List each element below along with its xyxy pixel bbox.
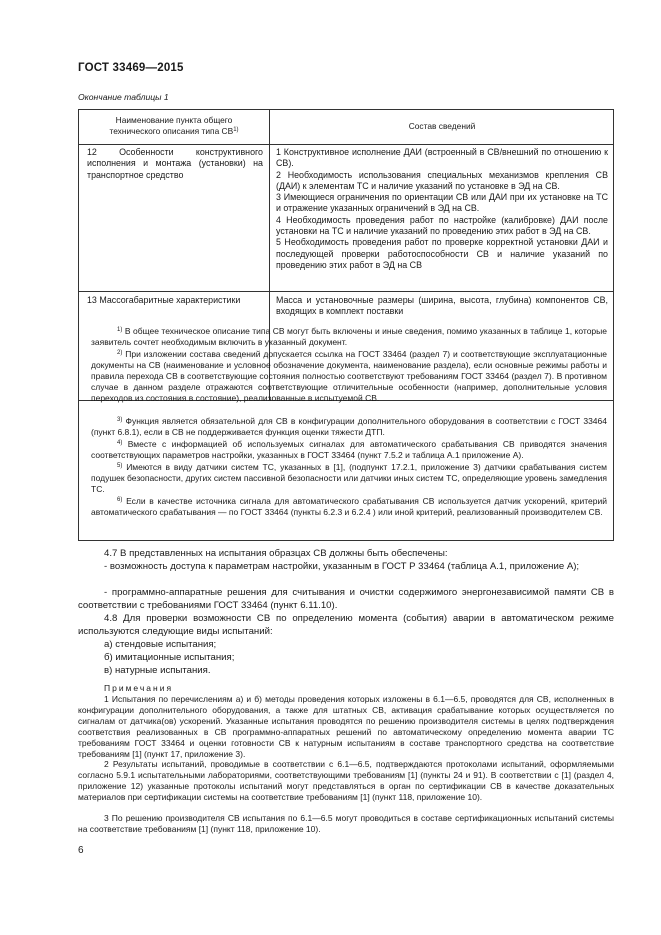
list-item: б) имитационные испытания; [104,652,235,663]
list-item: 3 Имеющиеся ограничения по ориентации СВ или ДАИ при их установке на ТС и отражение указанных ограничений в ЭД на СВ. [276,192,608,214]
note-2: 2 Результаты испытаний, проводимые в соответствии с 6.1—6.5, подтверждаются протоколами испытаний, оформляемыми согласно 5.9.1 испытательными лабораториями, соответствующими требованиям [1] (пункты 24 и 91). В соответствии с [1] (раздел 4, приложение 12) указанные протоколы испытаний могут представляться в орган по сертификации СВ в качестве доказательных материалов при сертификации системы на соответствие требованиям [1] (пункт 118, приложение 10). [78,759,614,802]
list-item: а) стендовые испытания; [104,639,217,650]
list-item: 4 Необходимость проведения работ по настройке (калибровке) ДАИ после установки на ТС и наличие указаний по проведению этих работ в ЭД на СВ. [276,214,608,237]
list-item: 5 Необходимость проведения работ по проверке корректной установки ДАИ и последующей проверки работоспособности СВ и наличие указаний по проведению этих работ в ЭД на СВ [276,237,608,270]
table-row-12-content [276,147,608,271]
requirements-table [78,109,614,541]
paragraph-4-7-b: - программно-аппаратные решения для считывания и очистки содержимого энергонезависимой памяти СВ в соответствии с требованиями ГОСТ 33464 (пункт 6.11.10). [78,587,614,611]
footnote-3: $^{3)}$ Функция является обязательной для СВ в конфигурации дополнительного оборудования в соответствии с ГОСТ 33464 (пункт 6.8.1), если в СВ не поддерживается функция оценки тяжести ДТП. [91,416,607,437]
footnote-2: $^{2)}$ При изложении состава сведений допускается ссылка на ГОСТ 33464 (раздел 7) и соответствующие эксплуатационные документы на СВ (наименование и условное обозначение документа, наименование раздела), если основные режимы работы и правила перехода СВ в соответствующие состояния полностью соответствуют требованиям ГОСТ 33464 (раздел 7). В противном случае в данном разделе отражаются соответствующие отличительные особенности (например, дополнительные условия переходов из состояния в состояние), реализованные в испытуемой СВ. [91,349,607,403]
table-row-12-name: 12 Особенности конструктивного исполнения и монтажа (установки) на транспортное средство [87,147,263,180]
table-row-13-name: 13 Массогабаритные характеристики [87,295,241,305]
page-number: 6 [78,845,84,856]
row-divider [79,291,613,292]
paragraph-4-8: 4.8 Для проверки возможности СВ по определению момента (события) аварии в автоматическом режиме используются следующие виды испытаний: [78,613,614,637]
list-item: 1 Конструктивное исполнение ДАИ (встроенный в СВ/внешний по отношению к СВ). [276,147,608,169]
header-row-divider [79,144,613,145]
note-1: 1 Испытания по перечислениям а) и б) методы проведения которых изложены в 6.1—6.5, проводятся для СВ, исполненных в конфигурации дополнительного оборудования, а также для штатных СВ, активация срабатывание которых осуществляется по сигналам от датчика(ов) ускорений. Указанные испытания проводятся по решению производителя системы в целях подтверждения соответствия реализованных в СВ программно-аппаратных решений по автоматическому определению момента аварии ТС требованиям ГОСТ 33464 и оценки готовности СВ к натурным испытаниям в составе транспортного средства на соответствие требованиям [1] (пункт 17, приложение 3). [78,694,614,759]
list-item: 2 Необходимость использования специальных механизмов крепления СВ (ДАИ) к элементам ТС и наличие указаний по установке в ЭД на СВ. [276,169,608,191]
footnote-6: $^{6)}$ Если в качестве источника сигнала для автоматического срабатывания СВ используется датчик ускорений, критерий автоматического срабатывания — по ГОСТ 33464 (пункты 6.2.3 и 6.2.4 ) или иной критерий, реализованный производителем СВ. [91,496,607,517]
paragraph-4-7: 4.7 В представленных на испытания образцах СВ должны быть обеспечены: [104,548,448,559]
table-row-13-content: Масса и установочные размеры (ширина, высота, глубина) компонентов СВ, входящих в комплект поставки [276,295,608,317]
notes-title: Примечания [104,683,174,693]
footnote-4: $^{4)}$ Вместе с информацией об используемых сигналах для автоматического срабатывания СВ приводятся значения соответствующих параметров настройки, указанных в ГОСТ 33464 (пункт 7.5.2 и таблица А.1 приложение А). [91,439,607,460]
column-header-content: Состав сведений [408,121,476,131]
column-header-name: Наименование пункта общего технического описания типа СВ$^{1)}$ [109,115,239,136]
document-header: ГОСТ 33469—2015 [78,62,184,74]
footnote-5: $^{5)}$ Имеются в виду датчики систем ТС, указанных в [1], (подпункт 17.2.1, приложение 3) датчики срабатывания систем подушек безопасности, других систем пассивной безопасности или датчики иных систем ТС, определяющие уровень замедления ТС. [91,462,607,494]
paragraph-4-7-a: - возможность доступа к параметрам настройки, указанным в ГОСТ Р 33464 (таблица А.1, приложение А); [104,561,580,572]
list-item: в) натурные испытания. [104,665,211,676]
footnote-1: $^{1)}$ В общее техническое описание типа СВ могут быть включены и иные сведения, помимо указанных в таблице 1, которые заявитель сочтет необходимым включить в указанный документ. [91,326,607,347]
note-3: 3 По решению производителя СВ испытания по 6.1—6.5 могут проводиться в составе сертификационных испытаний системы на соответствие требованиям [1] (пункт 118, приложение 10). [78,813,614,834]
table-caption: Окончание таблицы 1 [78,92,169,102]
